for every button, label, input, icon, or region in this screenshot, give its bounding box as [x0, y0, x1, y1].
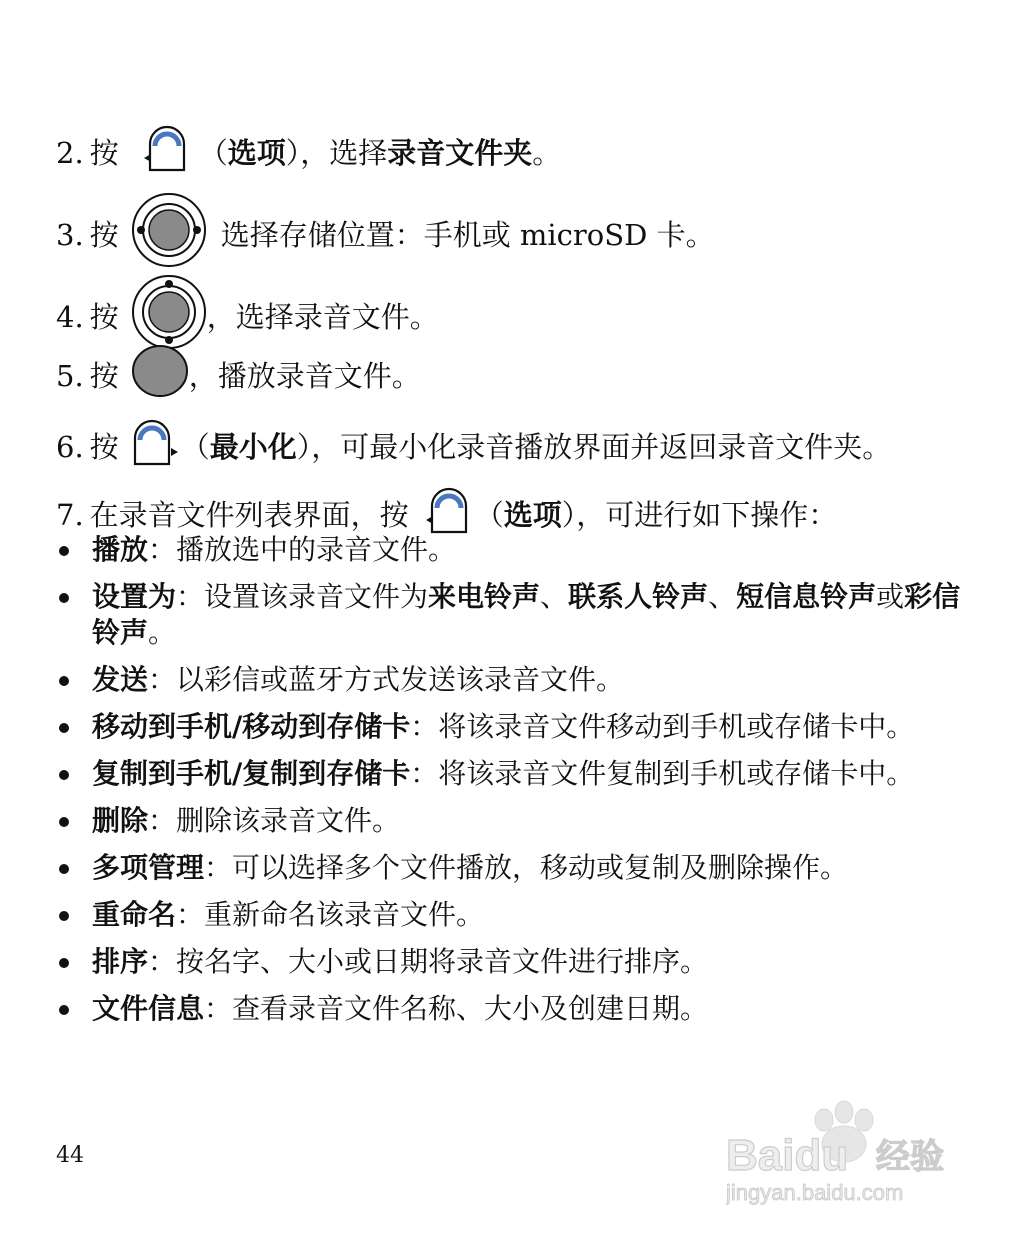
- list-item: 排序：按名字、大小或日期将录音文件进行排序。: [56, 944, 986, 980]
- list-item: 移动到手机/移动到存储卡：将该录音文件移动到手机或存储卡中。: [56, 709, 986, 745]
- step-text: （: [180, 430, 210, 464]
- step-term: 最小化: [209, 430, 297, 464]
- center-key-icon: [131, 344, 189, 408]
- step-text: 按: [89, 136, 119, 170]
- step-3: [56, 192, 715, 278]
- step-text: 按: [89, 359, 119, 393]
- watermark-logo: [726, 1098, 966, 1208]
- list-item: 文件信息：查看录音文件名称、大小及创建日期。: [56, 991, 986, 1027]
- right-softkey-icon: [129, 416, 181, 478]
- step-term: 选项: [503, 498, 562, 532]
- step-text: 在录音文件列表界面，按: [89, 498, 409, 532]
- step-text: （: [198, 136, 228, 170]
- watermark-brand: Baidu: [726, 1131, 849, 1180]
- step-5: [56, 344, 421, 408]
- step-text: ），可最小化录音播放界面并返回录音文件夹。: [296, 430, 892, 464]
- step-number: 5.: [56, 359, 84, 393]
- step-text: ，选择录音文件。: [206, 300, 439, 334]
- step-text: ，播放录音文件。: [188, 359, 421, 393]
- navigation-key-left-right-icon: [131, 192, 207, 278]
- step-text: 选择存储位置：手机或 microSD 卡。: [220, 218, 715, 252]
- list-item: 发送：以彩信或蓝牙方式发送该录音文件。: [56, 662, 986, 698]
- step-number: 3.: [56, 218, 84, 252]
- list-item: 播放：播放选中的录音文件。: [56, 532, 986, 568]
- watermark-url: jingyan.baidu.com: [726, 1180, 904, 1205]
- list-item: 设置为：设置该录音文件为来电铃声、联系人铃声、短信息铃声或彩信铃声。: [56, 579, 986, 651]
- step-number: 7.: [56, 498, 84, 532]
- left-softkey-icon: [141, 122, 193, 184]
- option-list: [56, 532, 986, 1038]
- list-item: 重命名：重新命名该录音文件。: [56, 897, 986, 933]
- step-text: ），选择: [285, 136, 388, 170]
- list-item: 删除：删除该录音文件。: [56, 803, 986, 839]
- step-text: 按: [89, 430, 119, 464]
- step-text: 。: [532, 136, 562, 170]
- list-item: 复制到手机/复制到存储卡：将该录音文件复制到手机或存储卡中。: [56, 756, 986, 792]
- step-number: 4.: [56, 300, 84, 334]
- step-term: 选项: [227, 136, 286, 170]
- page-number: 44: [56, 1143, 84, 1168]
- step-text: 按: [89, 300, 119, 334]
- watermark-label: 经验: [876, 1137, 944, 1177]
- step-6: [56, 416, 891, 478]
- step-text: 按: [89, 218, 119, 252]
- list-item: 多项管理：可以选择多个文件播放，移动或复制及删除操作。: [56, 850, 986, 886]
- step-text: （: [474, 498, 504, 532]
- step-2: [56, 122, 561, 184]
- step-term: 录音文件夹: [387, 136, 533, 170]
- step-number: 6.: [56, 430, 84, 464]
- step-text: ），可进行如下操作：: [561, 498, 838, 532]
- step-number: 2.: [56, 136, 84, 170]
